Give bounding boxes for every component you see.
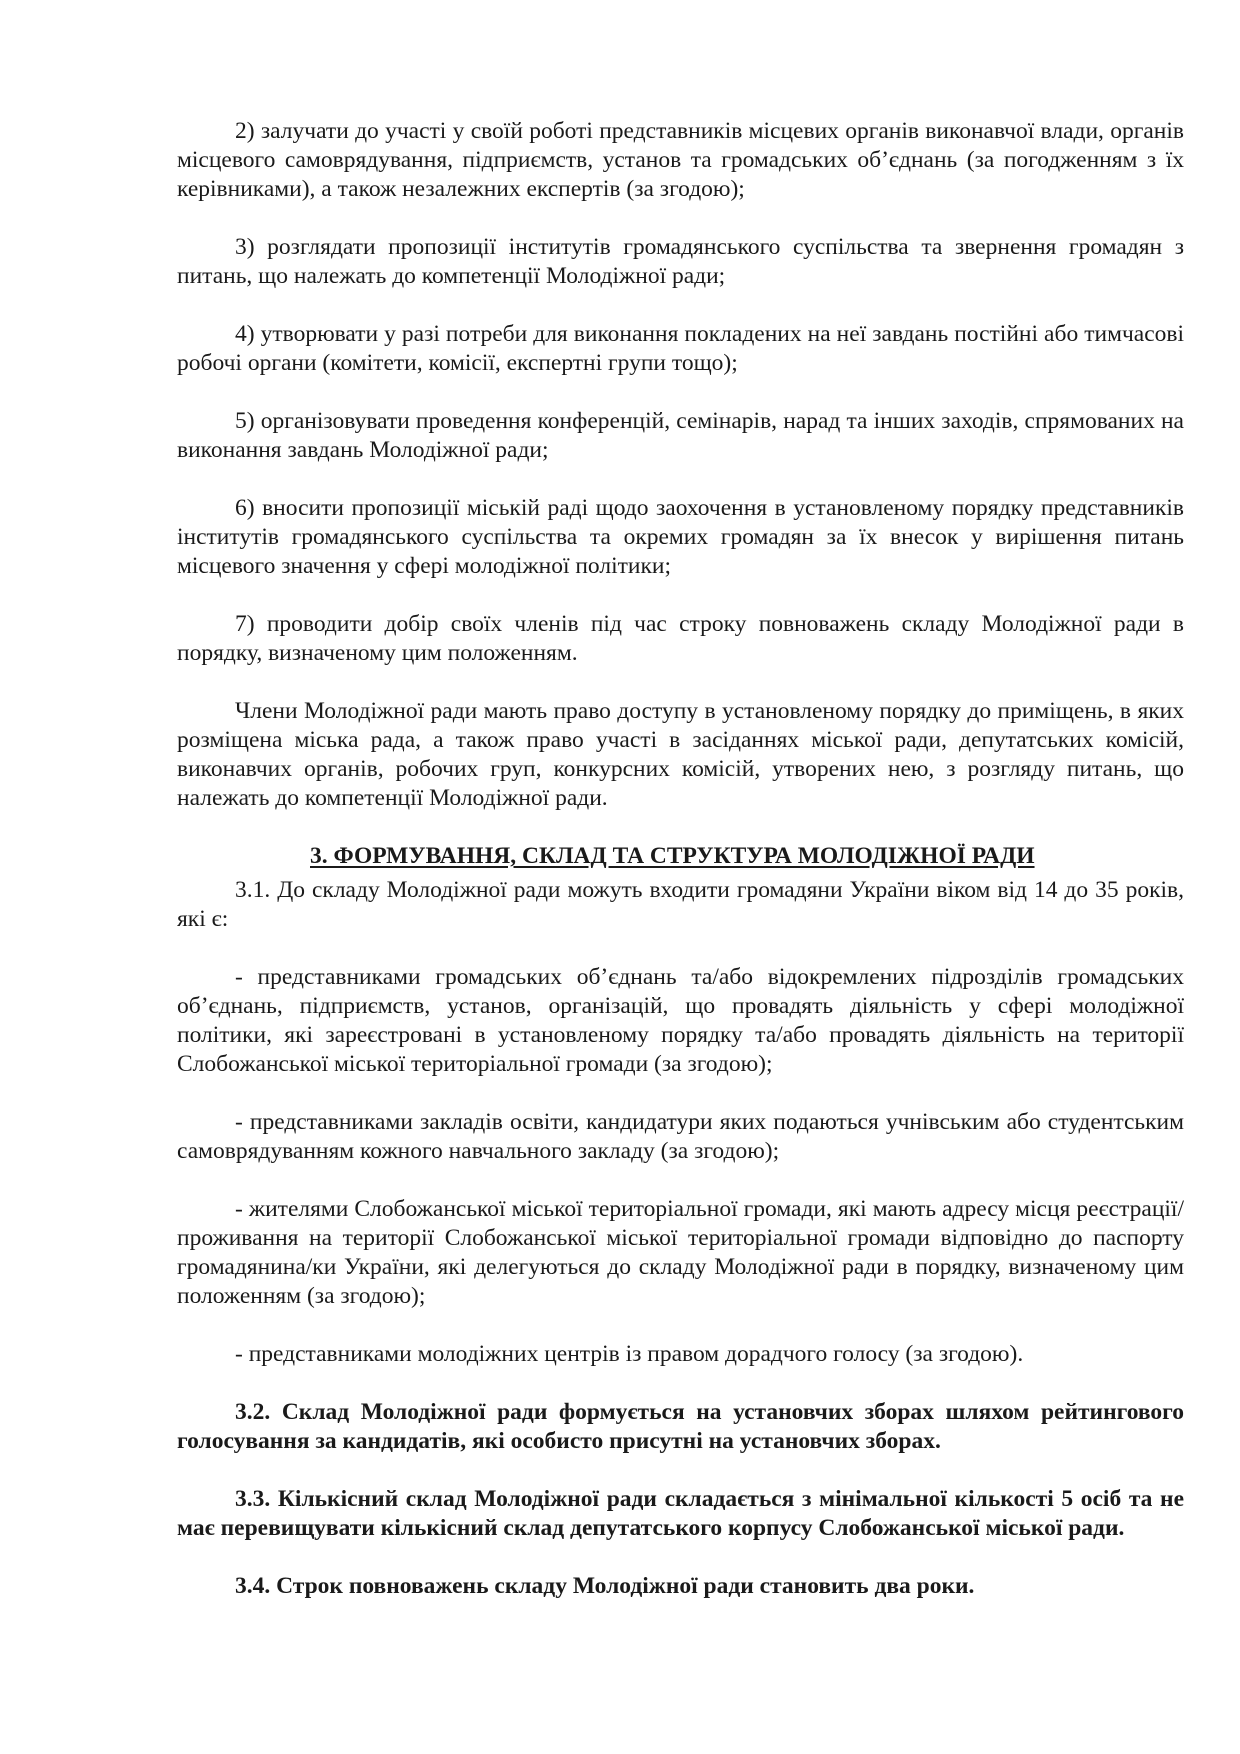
list-item-public-associations: - представниками громадських об’єднань та/або відокремлених підрозділів громадських об’єднань, підприємств, установ, організацій, що провадять діяльність у сфері молодіжної політики, які зареєстровані в установленому порядку та/або провадять діяльність на території Слобожанської міської територіальної громади (за згодою); (177, 964, 1184, 1077)
paragraph-right-6: 6) вносити пропозиції міській раді щодо заохочення в установленому порядку представників інститутів громадянського суспільства та окремих громадян за їх внесок у вирішення питань місцевого значення у сфері молодіжної політики; (177, 495, 1184, 579)
paragraph-right-7: 7) проводити добір своїх членів під час строку повноважень складу Молодіжної ради в порядку, визначеному цим положенням. (177, 611, 1184, 666)
paragraph-right-3: 3) розглядати пропозиції інститутів громадянського суспільства та звернення громадян з питань, що належать до компетенції Молодіжної ради; (177, 234, 1184, 289)
paragraph-right-4: 4) утворювати у разі потреби для виконання покладених на неї завдань постійні або тимчасові робочі органи (комітети, комісії, експертні групи тощо); (177, 321, 1184, 376)
paragraph-3-2: 3.2. Склад Молодіжної ради формується на установчих зборах шляхом рейтингового голосування за кандидатів, які особисто присутні на установчих зборах. (177, 1399, 1184, 1454)
paragraph-member-access: Члени Молодіжної ради мають право доступу в установленому порядку до приміщень, в яких розміщена міська рада, а також право участі в засіданнях міської ради, депутатських комісій, виконавчих органів, робочих груп, конкурсних комісій, утворених нею, з розгляду питань, що належать до компетенції Молодіжної ради. (177, 698, 1184, 811)
paragraph-right-5: 5) організовувати проведення конференцій, семінарів, нарад та інших заходів, спрямованих на виконання завдань Молодіжної ради; (177, 408, 1184, 463)
paragraph-right-2: 2) залучати до участі у своїй роботі представників місцевих органів виконавчої влади, органів місцевого самоврядування, підприємств, установ та громадських об’єднань (за погодженням з їх керівниками), а також незалежних експертів (за згодою); (177, 118, 1184, 202)
section-heading: 3. ФОРМУВАННЯ, СКЛАД ТА СТРУКТУРА МОЛОДІЖНОЇ РАДИ (310, 843, 1035, 869)
paragraph-3-4: 3.4. Строк повноважень складу Молодіжної ради становить два роки. (235, 1573, 975, 1599)
list-item-youth-centers: - представниками молодіжних центрів із правом дорадчого голосу (за згодою). (235, 1341, 1024, 1367)
paragraph-3-3: 3.3. Кількісний склад Молодіжної ради складається з мінімальної кількості 5 осіб та не має перевищувати кількісний склад депутатського корпусу Слобожанської міської ради. (177, 1486, 1184, 1541)
paragraph-3-1: 3.1. До складу Молодіжної ради можуть входити громадяни України віком від 14 до 35 років, які є: (177, 877, 1184, 932)
list-item-education: - представниками закладів освіти, кандидатури яких подаються учнівським або студентським самоврядуванням кожного навчального закладу (за згодою); (177, 1109, 1184, 1164)
list-item-residents: - жителями Слобожанської міської територіальної громади, які мають адресу місця реєстрації/проживання на території Слобожанської міської територіальної громади відповідно до паспорту громадянина/ки України, які делегуються до складу Молодіжної ради в порядку, визначеному цим положенням (за згодою); (177, 1196, 1184, 1309)
